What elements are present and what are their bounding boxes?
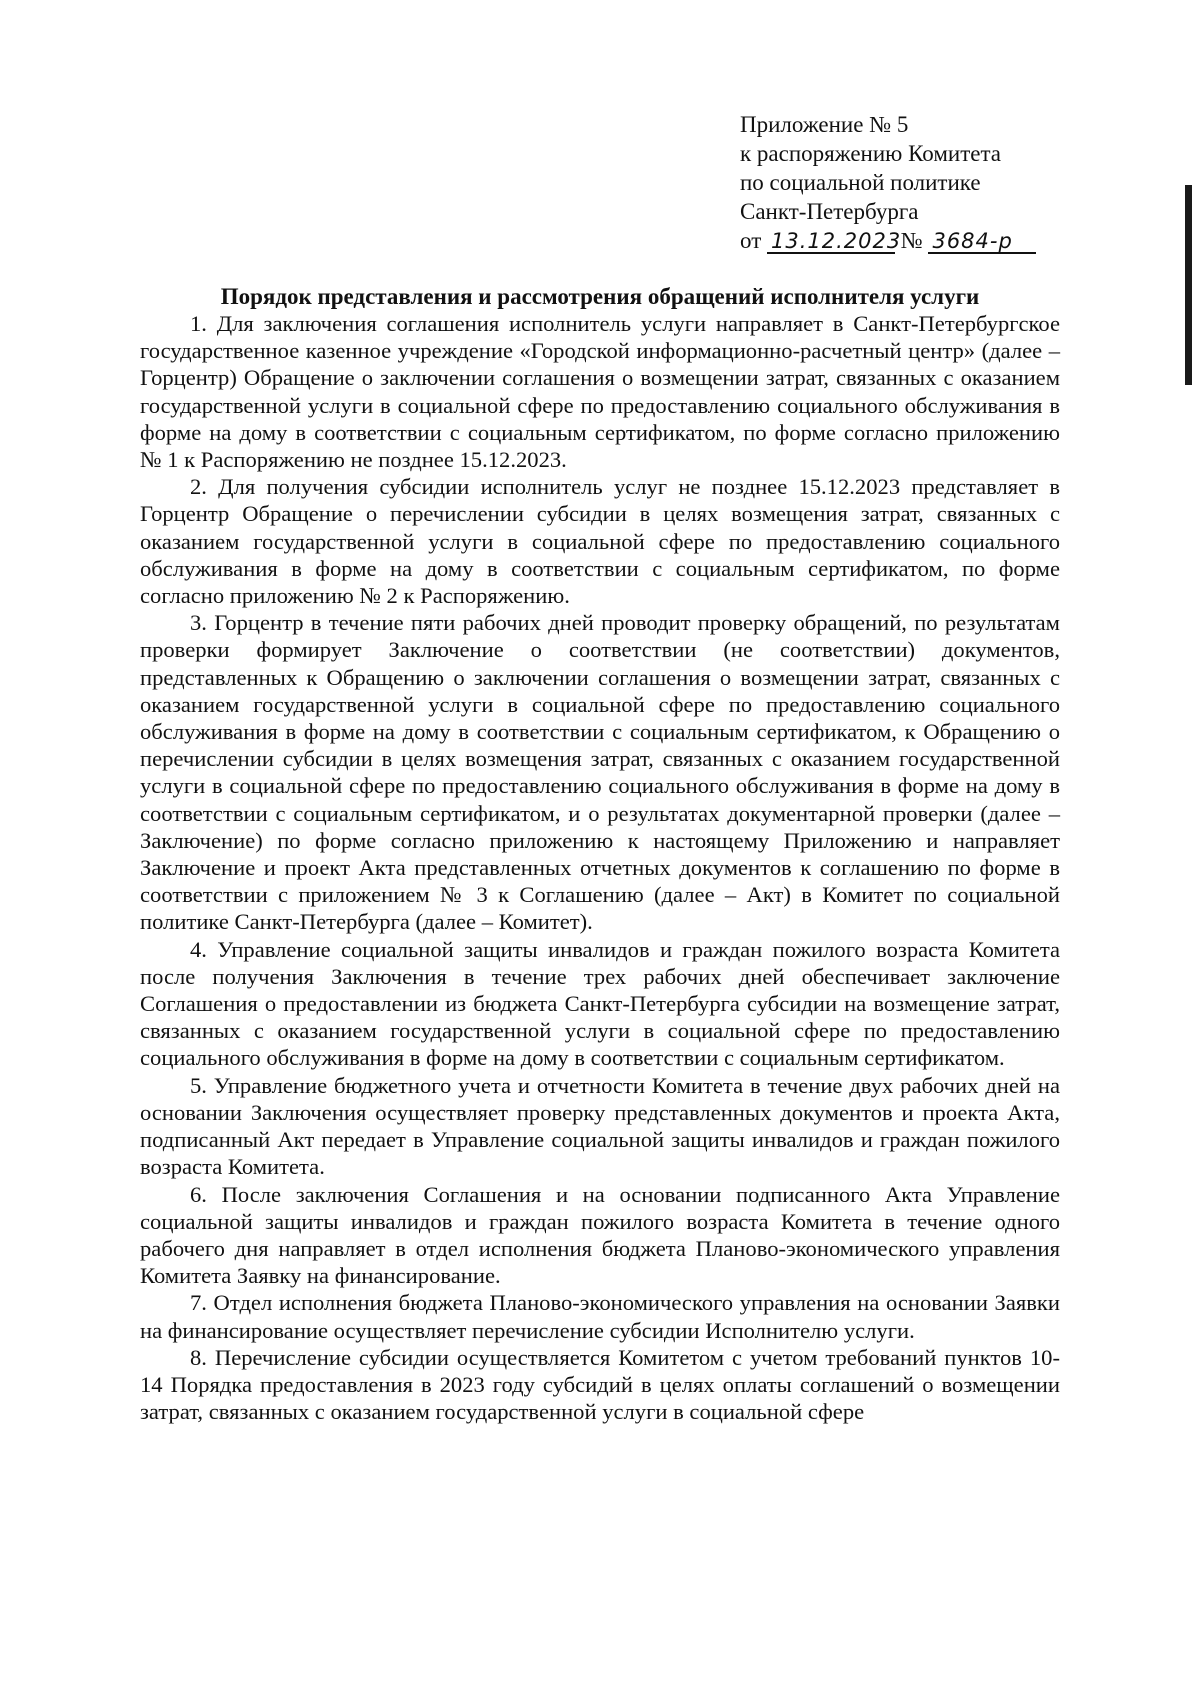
paragraph-6: 6. После заключения Соглашения и на основании подписанного Акта Управление социальной защиты инвалидов и граждан пожилого возраста Комитета в течение одного рабочего дня направляет в отдел исполнения бюджета Планово-экономического управления Комитета Заявку на финансирование.: [140, 1181, 1060, 1289]
number-label: №: [900, 228, 923, 253]
scan-edge-mark: [1185, 185, 1192, 385]
document-title: Порядок представления и рассмотрения обращений исполнителя услуги: [220, 284, 980, 309]
paragraph-1: 1. Для заключения соглашения исполнитель услуги направляет в Санкт-Петербургское государственное казенное учреждение «Городской информационно-расчетный центр» (далее – Горцентр) Обращение о заключении соглашения о возмещении затрат, связанных с оказанием государственной услуги в социальной сфере по предоставлению социального обслуживания в форме на дому в соответствии с социальным сертификатом, по форме согласно приложению № 1 к Распоряжению не позднее 15.12.2023.: [140, 311, 1060, 473]
handwritten-number: 3684-р: [928, 230, 1036, 254]
from-label: от: [740, 228, 762, 253]
paragraph-2: 2. Для получения субсидии исполнитель услуг не позднее 15.12.2023 представляет в Горцентр Обращение о перечислении субсидии в целях возмещения затрат, связанных с оказанием государственной услуги в социальной сфере по предоставлению социального обслуживания в форме на дому в соответствии с социальным сертификатом, по форме согласно приложению № 2 к Распоряжению.: [140, 474, 1060, 609]
handwritten-date: 13.12.2023: [767, 230, 895, 254]
paragraph-3: 3. Горцентр в течение пяти рабочих дней проводит проверку обращений, по результатам проверки формирует Заключение о соответствии (не соответствии) документов, представленных к Обращению о заключении соглашения о возмещении затрат, связанных с оказанием государственной услуги в социальной сфере по предоставлению социального обслуживания в форме на дому в соответствии с социальным сертификатом, к Обращению о перечислении субсидии в целях возмещения затрат, связанных с оказанием государственной услуги в социальной сфере по предоставлению социального обслуживания в форме на дому в соответствии с социальным сертификатом, и о результатах документарной проверки (далее – Заключение) по форме согласно приложению к настоящему Приложению и направляет Заключение и проект Акта представленных отчетных документов к соглашению по форме в соответствии с приложением № 3 к Соглашению (далее – Акт) в Комитет по социальной политике Санкт-Петербурга (далее – Комитет).: [140, 610, 1060, 935]
appendix-number: Приложение № 5: [740, 112, 909, 137]
appendix-header: [740, 110, 1036, 255]
appendix-committee: по социальной политике: [740, 170, 981, 195]
paragraph-5: 5. Управление бюджетного учета и отчетности Комитета в течение двух рабочих дней на основании Заключения осуществляет проверку представленных документов и проекта Акта, подписанный Акт передает в Управление социальной защиты инвалидов и граждан пожилого возраста Комитета.: [140, 1072, 1060, 1180]
appendix-order-ref: к распоряжению Комитета: [740, 141, 1001, 166]
document-body: [140, 310, 1060, 1425]
appendix-date-number-line: [740, 226, 1036, 255]
paragraph-4: 4. Управление социальной защиты инвалидов и граждан пожилого возраста Комитета после получения Заключения в течение трех рабочих дней обеспечивает заключение Соглашения о предоставлении из бюджета Санкт-Петербурга субсидии на возмещение затрат, связанных с оказанием государственной услуги в социальной сфере по предоставлению социального обслуживания в форме на дому в соответствии с социальным сертификатом.: [140, 936, 1060, 1071]
paragraph-7: 7. Отдел исполнения бюджета Планово-экономического управления на основании Заявки на финансирование осуществляет перечисление субсидии Исполнителю услуги.: [140, 1290, 1060, 1343]
paragraph-8: 8. Перечисление субсидии осуществляется Комитетом с учетом требований пунктов 10-14 Порядка предоставления в 2023 году субсидий в целях оплаты соглашений о возмещении затрат, связанных с оказанием государственной услуги в социальной сфере: [140, 1344, 1060, 1425]
appendix-city: Санкт-Петербурга: [740, 199, 919, 224]
